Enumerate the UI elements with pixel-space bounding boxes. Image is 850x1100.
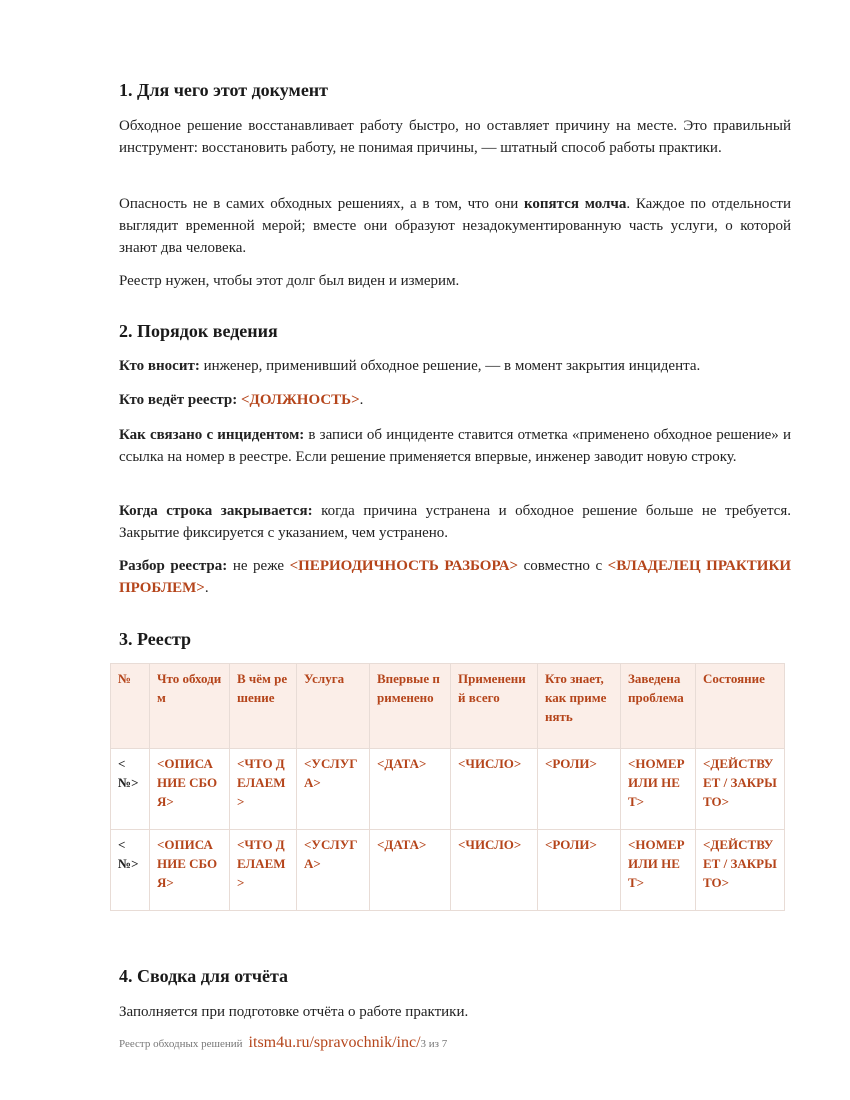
header-cell-what: Что обходим: [150, 664, 230, 749]
header-cell-who-knows: Кто знает, как применять: [538, 664, 621, 749]
review-label: Разбор реестра:: [119, 558, 228, 574]
incident-link-line: [119, 424, 791, 468]
table-cell: <ОПИСАНИЕ СБОЯ>: [150, 749, 230, 830]
table-row: [111, 749, 785, 830]
review-end: .: [204, 580, 209, 596]
review-period-placeholder: <ПЕРИОДИЧНОСТЬ РАЗБОРА>: [289, 558, 519, 574]
header-cell-problem: Заведена проблема: [621, 664, 696, 749]
table-cell: <ЧТО ДЕЛАЕМ>: [230, 830, 297, 911]
section-1-title: 1. Для чего этот документ: [119, 80, 329, 100]
footer-page-number: 3 из 7: [420, 1038, 448, 1050]
header-cell-solution: В чём решение: [230, 664, 297, 749]
who-adds-text: инженер, применивший обходное решение, — в момент закрытия инцидента.: [199, 358, 701, 374]
footer-doc-title: Реестр обходных решений: [119, 1038, 243, 1050]
header-cell-status: Состояние: [696, 664, 785, 749]
header-cell-number: №: [111, 664, 150, 749]
row-close-text: когда причина устранена и обходное решение больше не требуется. Закрытие фиксируется с указанием, чем устранено.: [119, 503, 791, 541]
table-header-row: [111, 664, 785, 749]
row-close-label: Когда строка закрывается:: [119, 503, 313, 519]
section-3-title: 3. Реестр: [119, 629, 192, 649]
section-2-title: 2. Порядок ведения: [119, 321, 278, 341]
table-cell: <РОЛИ>: [538, 830, 621, 911]
who-keeps-label: Кто ведёт реестр:: [119, 392, 238, 408]
page-footer: [119, 1034, 447, 1052]
incident-link-label: Как связано с инцидентом:: [119, 427, 305, 443]
table-cell: <ЧИСЛО>: [451, 830, 538, 911]
who-keeps-line: [119, 389, 791, 411]
table-cell: <НОМЕР ИЛИ НЕТ>: [621, 749, 696, 830]
header-cell-service: Услуга: [297, 664, 370, 749]
p2-text-end: . Каждое по отдельности выглядит временной мерой; вместе они образуют незадокументированную часть услуги, о которой знают два человека.: [119, 196, 791, 256]
p2-text-start: Опасность не в самих обходных решениях, а в том, что они: [119, 196, 524, 212]
section-1-paragraph-1: Обходное решение восстанавливает работу быстро, но оставляет причину на месте. Это правильный инструмент: восстановить работу, не понимая причины, — штатный способ работы практики.: [119, 118, 791, 156]
table-row: [111, 830, 785, 911]
table-cell: <ЧИСЛО>: [451, 749, 538, 830]
section-1-paragraph-2: [119, 193, 791, 259]
table-cell: <ДАТА>: [370, 749, 451, 830]
who-adds-line: [119, 355, 791, 377]
row-close-line: [119, 500, 791, 544]
table-cell: <НОМЕР ИЛИ НЕТ>: [621, 830, 696, 911]
who-adds-label: Кто вносит:: [119, 358, 200, 374]
section-1-paragraph-3: Реестр нужен, чтобы этот долг был виден и измерим.: [119, 273, 460, 289]
table-cell: <№>: [111, 830, 150, 911]
header-cell-first-applied: Впервые применено: [370, 664, 451, 749]
table-cell: <ДАТА>: [370, 830, 451, 911]
p2-bold-phrase: копятся молча: [523, 196, 627, 212]
table-cell: <ОПИСАНИЕ СБОЯ>: [150, 830, 230, 911]
registry-table: [110, 663, 785, 911]
header-cell-applications-total: Применений всего: [451, 664, 538, 749]
table-cell: <ДЕЙСТВУЕТ / ЗАКРЫТО>: [696, 830, 785, 911]
who-keeps-end: .: [359, 392, 364, 408]
review-text-2: совместно с: [518, 558, 608, 574]
review-line: [119, 555, 791, 599]
review-owner-placeholder: <ВЛАДЕЛЕЦ ПРАКТИКИ ПРОБЛЕМ>: [119, 558, 792, 596]
section-4-paragraph-1: Заполняется при подготовке отчёта о работе практики.: [119, 1004, 469, 1020]
footer-link[interactable]: itsm4u.ru/spravochnik/inc/: [248, 1034, 421, 1051]
table-cell: <ДЕЙСТВУЕТ / ЗАКРЫТО>: [696, 749, 785, 830]
table-cell: <№>: [111, 749, 150, 830]
section-4-title: 4. Сводка для отчёта: [119, 966, 289, 986]
table-cell: <РОЛИ>: [538, 749, 621, 830]
table-cell: <УСЛУГА>: [297, 749, 370, 830]
incident-link-text: в записи об инциденте ставится отметка «применено обходное решение» и ссылка на номер в реестре. Если решение применяется впервые, инженер заводит новую строку.: [119, 427, 791, 465]
table-cell: <ЧТО ДЕЛАЕМ>: [230, 749, 297, 830]
who-keeps-placeholder: <ДОЛЖНОСТЬ>: [241, 392, 360, 408]
review-text-1: не реже: [227, 558, 290, 574]
table-cell: <УСЛУГА>: [297, 830, 370, 911]
